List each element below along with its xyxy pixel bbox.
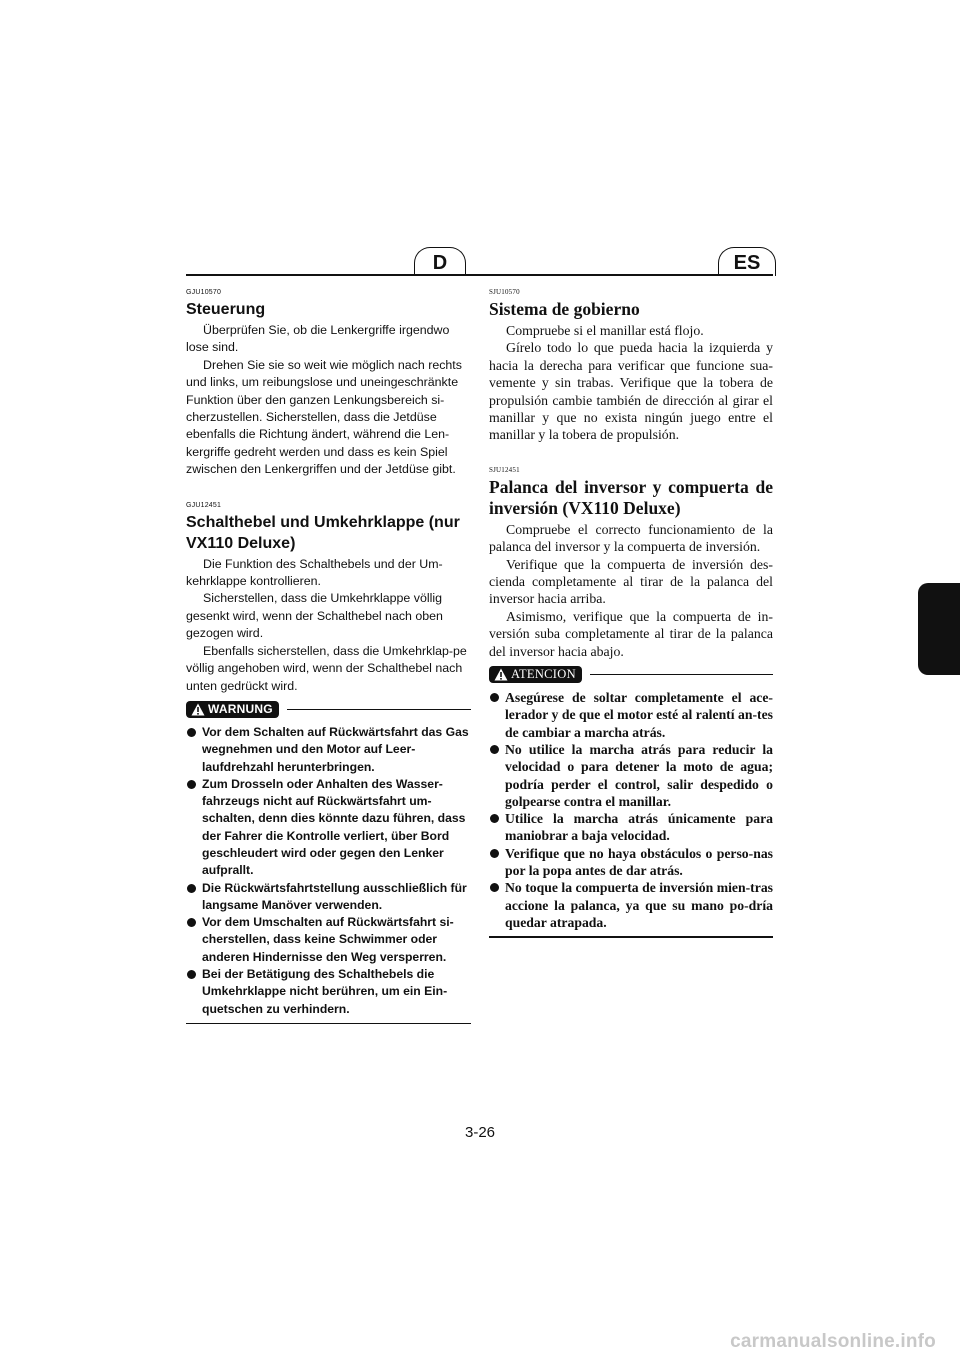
warning-list (186, 724, 471, 1018)
bullet-icon (187, 780, 196, 789)
list-item: No utilice la marcha atrás para reducir la velocidad o para detener la moto de agua; podría perder el control, salir despedido o golpearse contra el manillar. (489, 741, 773, 810)
list-item: Verifique que no haya obstáculos o perso-nas por la popa antes de dar atrás. (489, 845, 773, 880)
warning-label: ATENCION (511, 667, 576, 682)
section-title: Schalthebel und Umkehrklappe (nur VX110 Deluxe) (186, 513, 460, 552)
bullet-icon (490, 745, 499, 754)
paragraph: Asimismo, verifique que la compuerta de in-versión suba completamente al tirar de la palanca del inversor hacia abajo. (489, 608, 773, 659)
bullet-icon (187, 884, 196, 893)
warning-triangle-icon (494, 668, 508, 681)
list-item: No toque la compuerta de inversión mien-tras accione la palanca, ya que su mano po-dría quedar atrapada. (489, 879, 773, 931)
section-title: Sistema de gobierno (489, 299, 640, 319)
paragraph: Compruebe el correcto funcionamiento de la palanca del inversor y la compuerta de inversión. (489, 521, 773, 555)
section-code: SJU12451 (489, 465, 520, 474)
warning-end-rule (186, 1023, 471, 1025)
bullet-icon (187, 728, 196, 737)
paragraph: Die Funktion des Schalthebels und der Um-kehrklappe kontrollieren. (186, 556, 443, 589)
header-rule (186, 274, 773, 276)
warning-rule (287, 709, 471, 711)
page-number: 3-26 (464, 1124, 496, 1141)
list-item: Zum Drosseln oder Anhalten des Wasser-fahrzeugs nicht auf Rückwärtsfahrt um-schalten, denn dies könnte dazu führen, dass der Fahrer die Kontrolle verliert, über Bord geschleudert wird oder gegen den Lenker aufprallt. (186, 776, 471, 880)
language-tab-spanish: ES (718, 247, 776, 276)
bullet-icon (490, 849, 499, 858)
bullet-icon (490, 883, 499, 892)
warning-rule (590, 674, 773, 676)
warning-badge (186, 701, 279, 718)
paragraph: Compruebe si el manillar está flojo. (506, 323, 704, 338)
watermark: carmanualsonline.info (730, 1331, 936, 1352)
list-item: Vor dem Umschalten auf Rückwärtsfahrt si-cherstellen, dass keine Schwimmer oder anderen Hindernisse den Weg versperren. (186, 914, 471, 966)
list-item: Bei der Betätigung des Schalthebels die Umkehrklappe nicht berühren, um ein Ein-quetschen zu verhindern. (186, 966, 471, 1018)
bullet-icon (490, 814, 499, 823)
german-column (186, 288, 471, 1024)
list-item: Die Rückwärtsfahrtstellung ausschließlich für langsame Manöver verwenden. (186, 880, 471, 915)
paragraph: Ebenfalls sicherstellen, dass die Umkehrklap-pe völlig angehoben wird, wenn der Schalthebel nach unten gedrückt wird. (186, 643, 467, 693)
paragraph: Verifique que la compuerta de inversión des-cienda completamente al tirar de la palanca del inversor hacia arriba. (489, 556, 773, 607)
paragraph: Sicherstellen, dass die Umkehrklappe völlig gesenkt wird, wenn der Schalthebel nach oben gezogen wird. (186, 591, 443, 641)
bullet-icon (187, 918, 196, 927)
warning-triangle-icon (191, 703, 205, 716)
bullet-icon (187, 970, 196, 979)
warning-list (489, 689, 773, 931)
warning-badge (489, 666, 582, 683)
chapter-thumb-tab (918, 583, 960, 675)
section-code: GJU10570 (186, 289, 222, 296)
warning-header (186, 701, 471, 718)
language-tab-german: D (414, 247, 466, 276)
bullet-icon (490, 693, 499, 702)
section-title: Palanca del inversor y compuerta de inversión (VX110 Deluxe) (489, 476, 773, 518)
paragraph: Überprüfen Sie, ob die Lenkergriffe irgendwo lose sind. (186, 323, 450, 355)
warning-header (489, 666, 773, 683)
section-title: Steuerung (186, 301, 266, 318)
list-item: Asegúrese de soltar completamente el ace-lerador y de que el motor esté al ralentí an-tes de cambiar a marcha atrás. (489, 689, 773, 741)
section-code: GJU12451 (186, 501, 222, 509)
paragraph: Gírelo todo lo que pueda hacia la izquierda y hacia la derecha para verificar que funcione sua-vemente y sin trabas. Verifique que la tobera de propulsión cambie también de dirección al girar el manillar y que no exista ningún juego entre el manillar y la tobera de propulsión. (489, 340, 773, 443)
spanish-column (489, 288, 773, 938)
section-code: SJU10570 (489, 288, 520, 296)
list-item: Vor dem Schalten auf Rückwärtsfahrt das Gas wegnehmen und den Motor auf Leer-laufdrehzahl herunterbringen. (186, 724, 471, 776)
paragraph: Drehen Sie sie so weit wie möglich nach rechts und links, um reibungslose und uneingeschränkte Funktion über den ganzen Lenkungsbereich si-cherzustellen. Sicherstellen, dass die Jetdüse ebenfalls die Richtung ändert, während die Len-kergriffe gedreht werden und dass es kein Spiel zwischen den Lenkergriffen und der Jetdüse gibt. (186, 357, 462, 477)
warning-label: WARNUNG (208, 702, 273, 717)
warning-end-rule (489, 936, 773, 938)
list-item: Utilice la marcha atrás únicamente para maniobrar a baja velocidad. (489, 810, 773, 845)
